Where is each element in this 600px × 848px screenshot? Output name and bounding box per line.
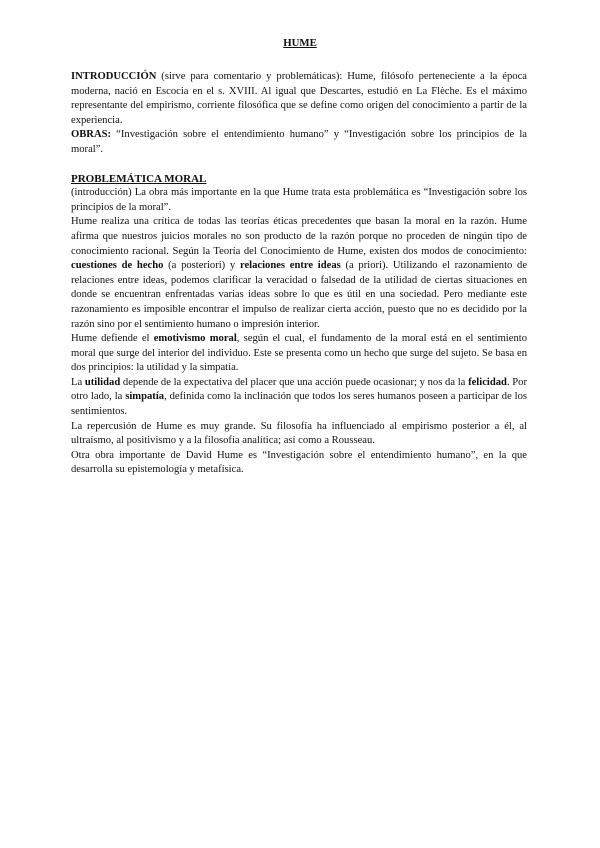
document-title: HUME [283, 37, 317, 49]
term-relaciones-entre-ideas: relaciones entre ideas [239, 260, 341, 272]
term-felicidad: felicidad [468, 376, 507, 388]
term-cuestiones-de-hecho: cuestiones de hecho [71, 260, 164, 272]
text-run: Hume defiende el [71, 333, 154, 345]
intro-paragraph [71, 70, 527, 128]
text-run: La [71, 376, 85, 388]
intro-label: INTRODUCCIÓN [71, 71, 157, 82]
paragraph-emotivismo [71, 332, 527, 376]
section-title: PROBLEMÁTICA MORAL [71, 172, 207, 185]
paragraph-otra-obra: Otra obra importante de David Hume es “Investigación sobre el entendimiento humano”, en la que desarrolla su epistemología y metafísica. [71, 449, 527, 476]
obras-label: OBRAS: [71, 129, 112, 141]
text-run: (a posteriori) y [163, 260, 240, 272]
obras-text: “Investigación sobre el entendimiento humano” y “Investigación sobre los principios de la moral”. [71, 129, 527, 155]
text-run: Hume realiza una crítica de todas las teorías éticas precedentes que basan la moral en la razón. Hume afirma que nuestros juicios morales no son producto de la razón porque no proceden de ningún tipo de conocimiento racional. Según la Teoría del Conocimiento de Hume, existen dos modos de conocimiento: [71, 216, 527, 257]
paragraph-critica [71, 215, 527, 332]
text-run: , definida como la inclinación que todos los seres humanos poseen a participar de los sentimientos. [71, 391, 527, 418]
paragraph-repercusion: La repercusión de Hume es muy grande. Su filosofía ha influenciado al empirismo posterior a él, al ultraísmo, al positivismo y a la filosofía analítica; así como a Rousseau. [71, 420, 527, 447]
text-run: . Por otro lado, la [71, 376, 527, 403]
term-simpatia: simpatía [125, 391, 165, 403]
paragraph-utilidad [71, 376, 527, 420]
intro-text: (sirve para comentario y problemáticas): Hume, filósofo perteneciente a la época moderna, nació en Escocia en el s. XVIII. Al igual que Descartes, estudió en La Flèche. Es el máximo representante del empirismo, corriente filosófica que se define como origen del conocimiento a partir de la experiencia. [71, 71, 527, 126]
text-run: depende de la expectativa del placer que una acción puede ocasionar; y nos da la [120, 376, 469, 388]
spacer [71, 158, 527, 172]
obras-paragraph [71, 128, 527, 157]
term-emotivismo-moral: emotivismo moral [153, 333, 237, 345]
text-run: , según el cual, el fundamento de la moral está en el sentimiento moral que surge del interior del individuo. Este se presenta como un hecho que surge del sujeto. Se basa en dos principios: la utilidad y la simpatía. [71, 333, 527, 374]
term-utilidad: utilidad [84, 376, 121, 388]
text-run: (a priori). Utilizando el razonamiento de relaciones entre ideas, podemos clarificar la veracidad o falsedad de la utilidad de ciertas situaciones en donde se encuentran enfrentadas varias ideas sobre lo que es útil en una sociedad. Pero mediante este razonamiento es imposible encontrar el impulso de realizar cierta acción, puesto que no es decidido por la razón sino por el sentimiento humano o impresión interior. [71, 260, 528, 330]
paragraph-intro-moral: (introducción) La obra más importante en la que Hume trata esta problemática es “Investigación sobre los principios de la moral”. [71, 187, 527, 213]
document-body [71, 70, 527, 478]
